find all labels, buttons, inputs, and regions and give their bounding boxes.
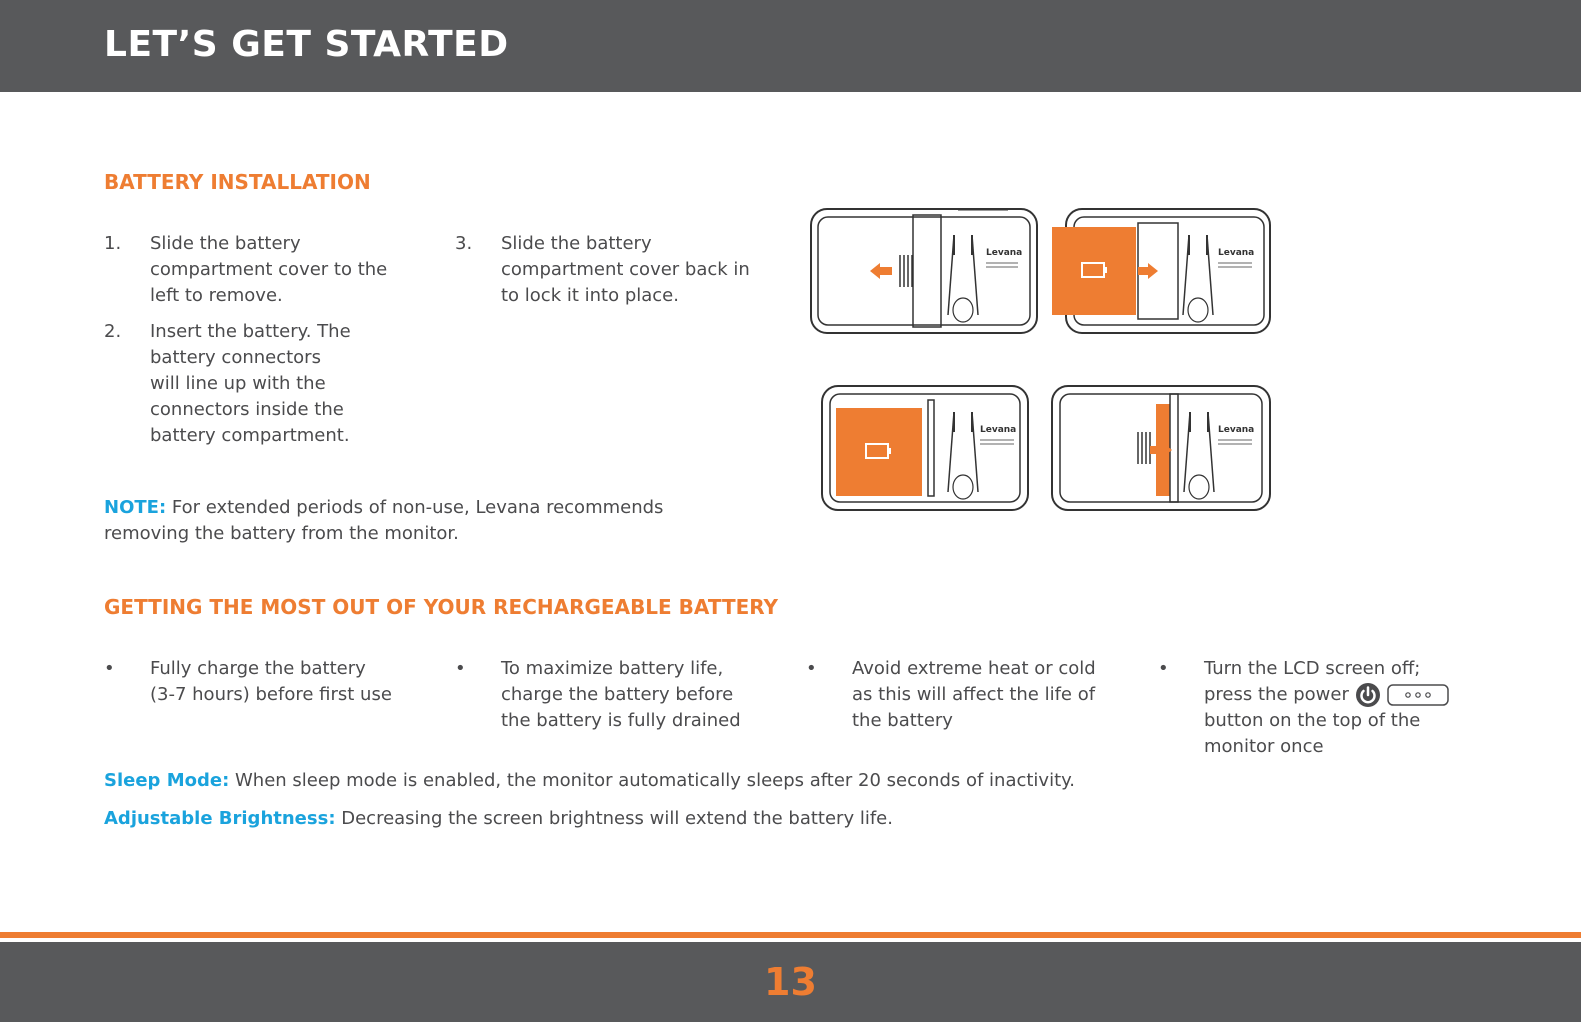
note-text: For extended periods of non-use, Levana recommends removing the battery from the monitor. bbox=[104, 497, 664, 544]
battery-block bbox=[836, 408, 922, 496]
diagram-replace-cover bbox=[1050, 382, 1274, 514]
brand-logo: Levana bbox=[986, 248, 1023, 258]
diagram-remove-cover bbox=[808, 205, 1040, 337]
step-text: Insert the battery. The battery connectors will line up with the connectors inside the battery compartment. bbox=[150, 321, 351, 446]
step-number: 1. bbox=[104, 233, 122, 254]
brand-logo: Levana bbox=[1218, 425, 1255, 435]
battery-installation-title: BATTERY INSTALLATION bbox=[104, 170, 371, 194]
step-number: 2. bbox=[104, 321, 122, 342]
brightness-note bbox=[104, 806, 893, 832]
note-label: NOTE: bbox=[104, 497, 167, 518]
battery-block bbox=[1052, 227, 1136, 315]
brand-logo: Levana bbox=[980, 425, 1017, 435]
brightness-label: Adjustable Brightness: bbox=[104, 808, 336, 829]
step-text: Slide the battery compartment cover back in to lock it into place. bbox=[501, 233, 750, 306]
page-number: 13 bbox=[764, 960, 817, 1004]
brand-logo: Levana bbox=[1218, 248, 1255, 258]
sleep-mode-text: When sleep mode is enabled, the monitor automatically sleeps after 20 seconds of inactivity. bbox=[229, 770, 1075, 791]
step-number: 3. bbox=[455, 233, 473, 254]
rechargeable-battery-title: GETTING THE MOST OUT OF YOUR RECHARGEABLE BATTERY bbox=[104, 595, 779, 619]
brightness-text: Decreasing the screen brightness will extend the battery life. bbox=[335, 808, 893, 829]
diagram-insert-battery bbox=[820, 382, 1032, 514]
sleep-mode-note bbox=[104, 768, 1075, 794]
power-icon bbox=[1355, 682, 1381, 708]
diagram-remove-battery bbox=[1048, 205, 1274, 337]
battery-note bbox=[104, 495, 744, 547]
footer-divider bbox=[0, 932, 1581, 938]
top-button-icon bbox=[1386, 682, 1450, 708]
step-text: Slide the battery compartment cover to the left to remove. bbox=[150, 233, 388, 306]
header-bar bbox=[0, 0, 1581, 92]
page-header-title: LET’S GET STARTED bbox=[104, 24, 509, 65]
sleep-mode-label: Sleep Mode: bbox=[104, 770, 230, 791]
